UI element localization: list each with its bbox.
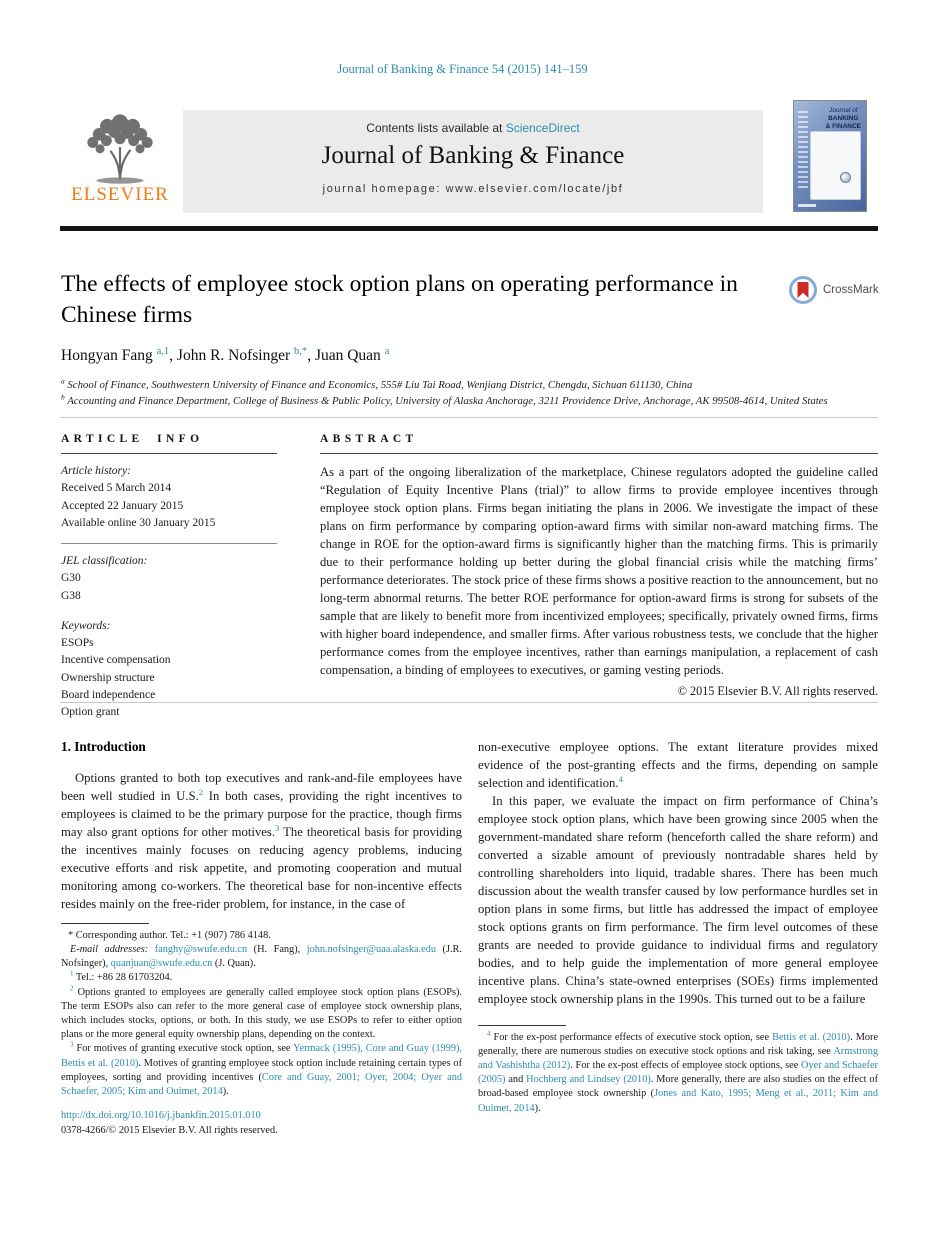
keyword: Incentive compensation (61, 654, 171, 667)
footnote-4: $^4$ For the ex-post performance effects of executive stock option, see Bettis et al. (2010). More generally, there are numerous studies on executive stock options and risk taking, see Armstrong and Vashishtha (2012). For the ex-post effects of employee stock options, see Oyer and Schaefer (2005) and Hochberg and Lindsey (2010). More generally, there are also studies on the effect of broad-based employee stock ownership (Jones and Kato, 1995; Meng et al., 2011; Kim and Ouimet, 2014). (478, 1029, 879, 1114)
body-column-right (478, 739, 878, 1116)
info-block-top-rule (60, 417, 878, 418)
inline-link[interactable]: fanghy@swufe.edu.cn (154, 943, 248, 955)
affiliation-b-marker: b (61, 392, 65, 402)
cover-emblem-icon (840, 172, 851, 183)
journal-cover-thumbnail[interactable] (793, 100, 867, 212)
crossmark-badge[interactable] (789, 276, 879, 304)
crossmark-icon (789, 276, 817, 304)
intro-paragraph-1-continued: non-executive employee options. The extant literature provides mixed evidence of the post-granting effects and the firms, depending on sample selection and identification.$^4$ (478, 740, 878, 790)
journal-masthead (183, 110, 763, 213)
abstract-panel (320, 433, 878, 699)
doi-block (61, 1109, 462, 1138)
cover-footer-text (798, 204, 816, 207)
footnote-separator-rule (478, 1025, 566, 1026)
jel-code: G38 (61, 589, 81, 602)
inline-link[interactable]: Jones and Kato, 1995; Meng et al., 2011; Kim and Ouimet, 2014 (478, 1088, 878, 1114)
article-info-heading: ARTICLE INFO (61, 433, 204, 445)
info-block-bottom-rule (60, 702, 878, 703)
contents-line (183, 121, 763, 135)
header-divider-rule (60, 226, 878, 231)
spacer (61, 605, 277, 618)
footnote-1: $^1$ Tel.: +86 28 61703204. (70, 969, 173, 984)
article-info-mid-rule (61, 543, 277, 544)
journal-header (60, 108, 878, 215)
cover-title (826, 107, 861, 131)
article-history-label: Article history: (61, 465, 131, 477)
article-title: The effects of employee stock option plans on operating performance in Chinese firms (61, 271, 738, 329)
author-line: Hongyan Fang $^{a,1}$, John R. Nofsinger $^{b,*}$, Juan Quan $^a$ (61, 345, 390, 364)
crossmark-bookmark-icon (798, 282, 809, 298)
doi-link[interactable]: http://dx.doi.org/10.1016/j.jbankfin.2015.01.010 (61, 1110, 261, 1122)
affiliation-b-text: Accounting and Finance Department, College of Business & Public Policy, University of Alaska Anchorage, 3211 Providence Drive, Anchorage, AK 99508-4614, United States (67, 395, 828, 408)
intro-paragraph-1: Options granted to both top executives and rank-and-file employees have been well studied in U.S.$^2$ In both cases, providing the right incentives to employees is claimed to be the primary purpose for the practice, though firms may also grant options for other motives.$^3$ The theoretical basis for providing the incentives mainly focuses on reducing agency problems, inducing executive efforts and risk appetite, and promoting cooperation and mutual monitoring among co-workers. The theoretical base for non-incentive effects resides mainly on the free-rider problem, for instance, in the case of (61, 771, 462, 911)
keywords-label: Keywords: (61, 619, 111, 632)
inline-link[interactable]: quanjuan@swufe.edu.cn (110, 958, 213, 970)
contents-line-text: Contents lists available at (366, 121, 506, 135)
elsevier-logo[interactable] (60, 108, 180, 215)
affiliation-a-text: School of Finance, Southwestern University of Finance and Economics, 555# Liu Tai Road, Wenjiang District, Chengdu, Sichuan 611130, China (67, 379, 693, 391)
section-1-heading: 1. Introduction (61, 739, 146, 754)
jel-label: JEL classification: (61, 555, 148, 567)
cover-panel (810, 131, 861, 200)
cover-title-line: & FINANCE (825, 123, 861, 131)
history-available: Available online 30 January 2015 (61, 516, 216, 529)
history-accepted: Accepted 22 January 2015 (61, 499, 184, 512)
affiliations (61, 377, 828, 409)
abstract-text: As a part of the ongoing liberalization of the marketplace, Chinese regulators adopted the guideline called “Regulation of Equity Incentive Plans (trial)” to allow firms to provide employee incentives through employee stock option plans. Firms began initiating the plans in 2006. We investigate the impact of these plans on firm performance by comparing option-award firms with similar non-award matching firms. The change in ROE for the option-award firms is significantly higher than the matching firms. This is primarily due to their performance holding up better during the global financial crisis while the matching firms’ performance deteriorates. The stock price of these firms shows a positive reaction to the announcement, but no long-term abnormal returns. The better ROE performance for option-award firms is strong for subsets of the sample that are likely to benefit more from incentivized employees; specifically, privately owned firms, firms with higher board independence, and smaller firms. After various robustness tests, we conclude that the higher performance comes from the employee incentives, rather than earnings manipulation, a replacement of cash compensation, a binding of employees to executives, or gaming vesting periods. (320, 465, 878, 677)
article-info-panel (61, 433, 277, 721)
footnote-separator-rule (61, 923, 149, 924)
keyword: ESOPs (61, 637, 94, 649)
crossmark-label: CrossMark (823, 284, 879, 296)
inline-link[interactable]: Hochberg and Lindsey (2010) (526, 1074, 651, 1086)
journal-title: Journal of Banking & Finance (321, 142, 625, 169)
footnote-corresponding-author: * Corresponding author. Tel.: +1 (907) 786 4148. (68, 929, 271, 941)
issn-copyright-line: 0378-4266/© 2015 Elsevier B.V. All rights reserved. (61, 1124, 278, 1136)
right-footnotes (478, 1025, 878, 1116)
inline-link[interactable]: Armstrong and Vashishtha (2012) (478, 1045, 878, 1071)
keyword: Ownership structure (61, 671, 155, 684)
cover-title-line: Journal of (829, 107, 858, 114)
cover-title-line: BANKING (828, 115, 859, 123)
inline-link[interactable]: Yermack (1995), Core and Guay (1999), Bettis et al. (2010) (61, 1043, 463, 1069)
history-received: Received 5 March 2014 (61, 482, 172, 495)
affiliation-a (61, 377, 828, 393)
abstract-copyright: © 2015 Elsevier B.V. All rights reserved. (677, 684, 878, 698)
footnote-2: $^2$ Options granted to employees are generally called employee stock option plans (ESOPs). The term ESOPs also can refer to the more general case of employee stock ownership plans, which includes stocks, options, or both. In this study, we use ESOPs to refer to either option plans or the more general equity ownership plans, depending on the context. (61, 984, 462, 1041)
abstract-heading: ABSTRACT (320, 433, 418, 445)
inline-link[interactable]: Oyer and Schaefer (2005) (478, 1059, 878, 1086)
affiliation-a-marker: a (61, 376, 65, 386)
affiliation-b (61, 393, 828, 409)
body-column-left (61, 739, 462, 1138)
jel-code: G30 (61, 572, 81, 585)
left-footnotes (61, 923, 462, 1099)
inline-link[interactable]: Core and Guay, 2001; Oyer, 2004; Oyer and Schaefer, 2005; Kim and Ouimet, 2014 (61, 1071, 462, 1097)
article-info-heading-rule (61, 453, 277, 454)
journal-citation-line[interactable]: Journal of Banking & Finance 54 (2015) 141–159 (337, 62, 588, 76)
footnote-3: $^3$ For motives of granting executive stock option, see Yermack (1995), Core and Guay (1999), Bettis et al. (2010). Motives of granting employee stock option include retaining certain types of employees, sorting and providing incentives (Core and Guay, 2001; Oyer, 2004; Oyer and Schaefer, 2005; Kim and Ouimet, 2014). (61, 1040, 463, 1097)
inline-link[interactable]: john.nofsinger@uaa.alaska.edu (306, 943, 437, 955)
abstract-heading-rule (320, 453, 878, 454)
keyword: Board independence (61, 688, 156, 701)
keyword: Option grant (61, 706, 120, 718)
elsevier-tree-icon (72, 108, 168, 186)
inline-link[interactable]: Bettis et al. (2010) (772, 1031, 851, 1043)
elsevier-wordmark: ELSEVIER (71, 184, 169, 205)
intro-paragraph-2: In this paper, we evaluate the impact on firm performance of China’s employee stock option plans, which have been growing since 2005 when the government-mandated share reform (henceforth called the share reform) and converted a sizable amount of previously nontradable shares held by controlling shareholders into liquid, tradable shares. There has been much discussion about the wealth transfer caused by low performance hurdles set in option plans in some firms, but little has addressed the impact of employee stock options grants on firm performance. The firm level outcomes of these grants are needed to provide guidance to individual firms and regulatory bodies, and to help guide the implementation of more general employee incentive plans. China’s state-owned enterprises (SOEs) firms implemented employee stock ownership plans in the 1990s. This turned out to be a failure (478, 793, 878, 1006)
journal-homepage-link[interactable]: journal homepage: www.elsevier.com/locate/jbf (322, 183, 624, 195)
sciencedirect-link[interactable]: ScienceDirect (505, 121, 580, 135)
footnote-emails: E-mail addresses: fanghy@swufe.edu.cn (H. Fang), john.nofsinger@uaa.alaska.edu (J.R. Nofsinger), quanjuan@swufe.edu.cn (J. Quan). (61, 943, 463, 970)
cover-spine-text (798, 111, 808, 191)
